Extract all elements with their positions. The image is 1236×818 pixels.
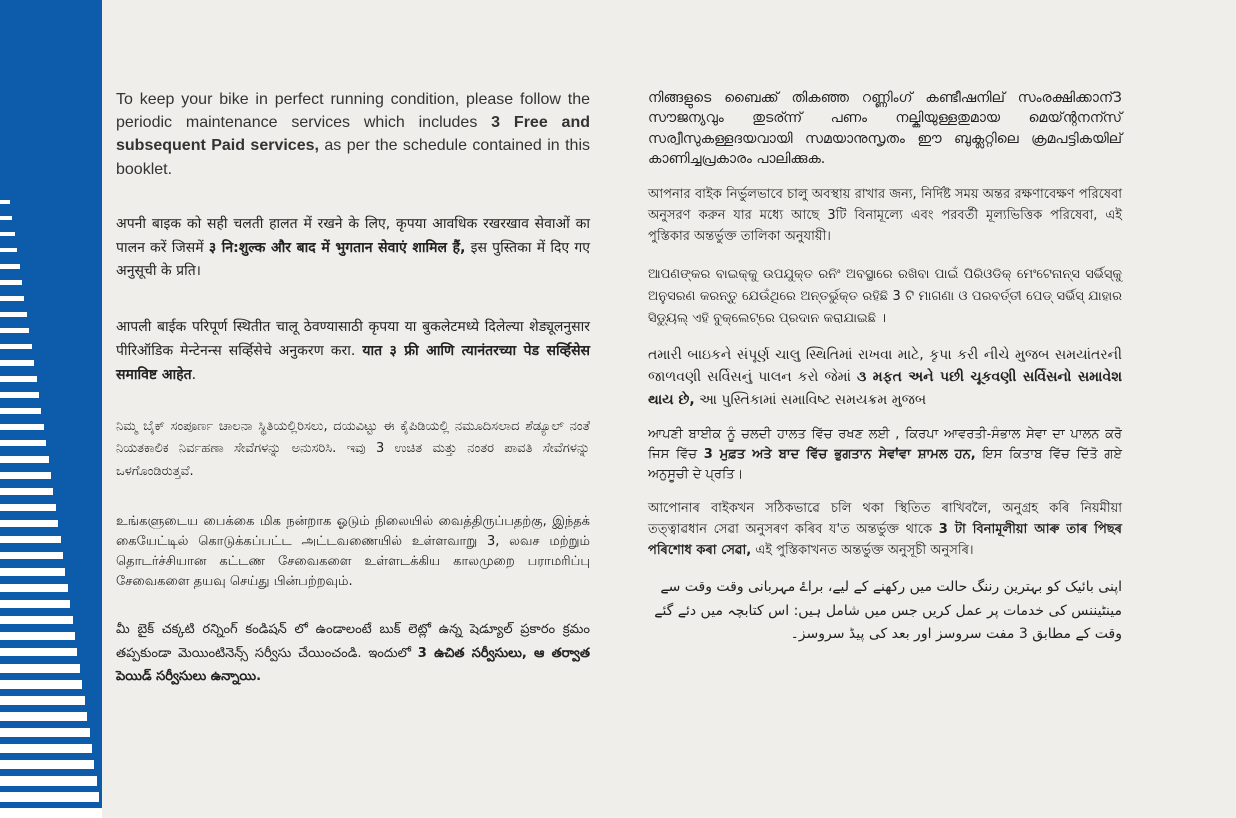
right-column [648,88,1122,647]
stripe [0,648,77,656]
left-column [116,88,590,689]
text: अपनी बाइक को सही चलती हालत में रखने के लिए, कृपया आवधिक रखरखाव सेवाओं का पालन करें जिसमें [116,215,590,256]
paragraph-assamese [648,499,1122,561]
stripe [0,248,17,252]
stripe [0,632,75,640]
paragraph-gujarati [648,344,1122,411]
stripe [0,760,94,769]
stripe [0,488,53,495]
text-bold: 3 ਮੁਫ਼ਤ ਅਤੇ ਬਾਦ ਵਿੱਚ ਭੁਗਤਾਨ ਸੇਵਾਂਵਾ ਸ਼ਾਮਲ ਹਨ, [703,447,976,463]
stripe [0,504,56,511]
text-bold: ३ नि:शुल्क और बाद में भुगतान सेवाएं शामिल हैं, [208,239,466,256]
stripe [0,312,27,317]
stripe [0,808,102,818]
text: আপোনাৰ বাইকখন সঠিকভাৱে চলি থকা স্থিতিত ৰাখিবলৈ, অনুগ্ৰহ কৰি নিয়মীয়া তত্ত্বাৱধান সেৱা অনুসৰণ কৰিব য'ত অন্তৰ্ভুক্ত থাকে [648,501,1122,538]
stripe [0,472,51,479]
text: To keep your bike in perfect running condition, please follow the periodic maintenance services which includes [116,91,590,132]
stripe [0,600,70,608]
stripe [0,712,87,721]
paragraph-urdu [648,576,1122,647]
paragraph-english [116,88,590,181]
text: as per the schedule contained in this booklet. [116,137,591,178]
paragraph-hindi [116,213,590,284]
text-bold: 3 ఉచిత సర్వీసులు, ఆ తర్వాత పెయిడ్ సర్వీసులు ఉన్నాయి. [116,645,591,685]
text: ನಿಮ್ಮ ಬೈಕ್ ಸಂಪೂರ್ಣ ಚಾಲನಾ ಸ್ಥಿತಿಯಲ್ಲಿರಿಸಲು, ದಯವಿಟ್ಟು ಈ ಕೈಪಿಡಿಯಲ್ಲಿ ನಮೂದಿಸಲಾದ ಶೆಡ್ಯೂಲ್ ನಂತೆ ನಿಯತಕಾಲಿಕ ನಿರ್ವಹಣಾ ಸೇವೆಗಳನ್ನು ಅನುಸರಿಸಿ. ಇವು 3 ಉಚಿತ ಮತ್ತು ನಂತರ ಪಾವತಿ ಸೇವೆಗಳನ್ನು ಒಳಗೊಂಡಿರುತ್ತವೆ. [116,418,590,480]
stripe [0,536,61,543]
paragraph-bengali [648,185,1122,247]
stripe [0,792,99,802]
stripe [0,696,85,705]
text: നിങ്ങളുടെ ബൈക്ക് തികഞ്ഞ റണ്ണിംഗ് കണ്ടീഷനില് സംരക്ഷിക്കാന്3 സൗജന്യവും തുടര്ന്ന് പണം നല്കിയുള്ളതുമായ മെയ്ന്റനന്സ് സര്വീസുകള്ളദയവായി സമയാനുസൃതം ഈ ബുക്ലറ്റിലെ ക്രമപട്ടികയില് കാണിച്ചപ്രകാരം പാലിക്കുക. [648,90,1122,167]
paragraph-marathi [116,316,590,387]
text: આ પુસ્તિકામાં સમાવિષ્ટ સમયક્રમ મુજબ [694,391,927,408]
stripe [0,664,80,673]
stripe [0,456,49,463]
stripe [0,408,41,414]
stripe [0,200,10,204]
stripe [0,520,58,527]
stripe [0,296,24,301]
stripe [0,376,37,382]
text: এই পুস্তিকাখনত অন্তৰ্ভুক্ত অনুসূচী অনুসৰি। [751,543,974,559]
stripe [0,264,20,269]
stripe [0,424,44,430]
paragraph-odia [648,264,1122,330]
stripe [0,392,39,398]
text: તમારી બાઇકને સંપૂર્ણ ચાલુ સ્થિતિમાં રાખવા માટે, કૃપા કરી નીચે મુજબ સમયાંતરની જાળવણી સર્વિસનું પાલન કરો જેમાં [648,346,1122,386]
paragraph-malayalam [648,88,1122,169]
text-bold: ૩ મફત અને પછી ચૂકવણી સર્વિસનો સમાવેશ થાય છે, [648,369,1122,408]
text: உங்களுடைய பைக்கை மிக நன்றாக ஓடும் நிலையில் வைத்திருப்பதற்கு, இந்தக் கையேட்டில் கொடுக்கப்பட்ட அட்டவணையில் உள்ளவாறு 3, லவச மற்றும் தொடர்ச்சியான கட்டண சேவைகளை உள்ளடக்கிய காலமுறை பராமரிப்பு சேவைகளை தயவு செய்து பின்பற்றவும். [116,513,590,590]
paragraph-tamil [116,512,590,593]
stripe [0,360,34,366]
paragraph-punjabi [648,425,1122,485]
text: . [191,366,197,383]
text: ਇਸ ਕਿਤਾਬ ਵਿੱਚ ਦਿੱਤੋ ਗਏ ਅਨੁਸੂਚੀ ਦੇ ਪ੍ਰਤਿ। [648,447,1122,483]
stripe [0,728,90,737]
text: इस पुस्तिका में दिए गए अनुसूची के प्रति। [116,239,590,280]
text: ਆਪਣੀ ਬਾਈਕ ਨੂੰ ਚਲਦੀ ਹਾਲਤ ਵਿੱਚ ਰਖਣ ਲਈ , ਕਿਰਪਾ ਆਵਰਤੀ-ਸੰਭਾਲ ਸੇਵਾ ਦਾ ਪਾਲਨ ਕਰੋ ਜਿਸ ਵਿੱਚ [648,427,1122,463]
stripe [0,552,63,559]
side-band [0,0,102,811]
stripe [0,616,73,624]
stripe [0,232,15,236]
text: మీ బైక్ చక్కటి రన్నింగ్ కండిషన్ లో ఉండాలంటే బుక్ లెట్లో ఉన్న షెడ్యూల్ ప్రకారం క్రమం తప్పకుండా మెయింటినెన్స్ సర్వీసు చేయించండి. ఇందులో [116,622,590,661]
text-bold: 3 Free and subsequent Paid services, [116,114,591,155]
stripe [0,216,12,220]
stripe [0,280,22,285]
stripe [0,744,92,753]
stripe [0,584,68,592]
stripe [0,328,29,333]
text: আপনার বাইক নির্ভুলভাবে চালু অবস্থায় রাখার জন্য, নির্দিষ্ট সময় অন্তর রক্ষণাবেক্ষণ পরিষেবা অনুসরণ করুন যার মধ্যে আছে 3টি বিনামূল্যে এবং পরবর্তী মূল্যভিত্তিক পরিষেবা, এই পুস্তিকার অন্তর্ভুক্ত তালিকা অনুযায়ী। [648,187,1122,244]
text-bold: 3 টা বিনামূলীয়া আৰু তাৰ পিছৰ পৰিশোধ কৰা সেৱা, [648,522,1122,559]
stripe [0,568,65,576]
text: ଆପଣଙ୍କର ବାଇକ୍‌କୁ ଉପଯୁକ୍ତ ରନିଂ ଅବସ୍ଥାରେ ରଖିବା ପାଇଁ ପିରିଓଡିକ୍ ମେଂଟେନାନ୍ସ ସର୍ଭିସ୍‌କୁ ଅନୁସରଣ କରନ୍ତୁ ଯେଉଁଥିରେ ଅନ୍ତର୍ଭୁକ୍ତ ରହିଛି 3 ଟି ମାଗଣା ଓ ପରବର୍ତ୍ତୀ ପେଡ୍ ସର୍ଭିସ୍ ଯାହାର ସିଡ୍ୟୁଲ୍ ଏହି ବୁକ୍‌ଲେଟ୍‌ରେ ପ୍ରଦାନ କରାଯାଇଛି । [648,266,1122,326]
text-bold: यात ३ फ्री आणि त्यानंतरच्या पेड सर्व्हिसेस समाविष्ट आहेत [116,342,590,383]
stripe [0,776,97,786]
stripe [0,680,82,689]
stripe [0,440,46,446]
text: आपली बाईक परिपूर्ण स्थितीत चालू ठेवण्यासाठी कृपया या बुकलेटमध्ये दिलेल्या शेड्यूलनुसार पीरिऑडिक मेन्टेनन्स सर्व्हिसेचे अनुकरण करा. [116,319,590,359]
paragraph-telugu [116,618,590,688]
text: اپنی بائیک کو بہترین رننگ حالت میں رکھنے کے لیے، براۓ مہربانی وقت وقت سے مینٹیننس کی خدمات پر عمل کریں جس میں شامل ہیں: اس کتابچہ میں دئے گئے وقت کے مطابق 3 مفت سروسز اور بعد کی پیڈ سروسز۔ [654,578,1122,643]
paragraph-kannada [116,416,590,484]
stripe [0,344,32,349]
